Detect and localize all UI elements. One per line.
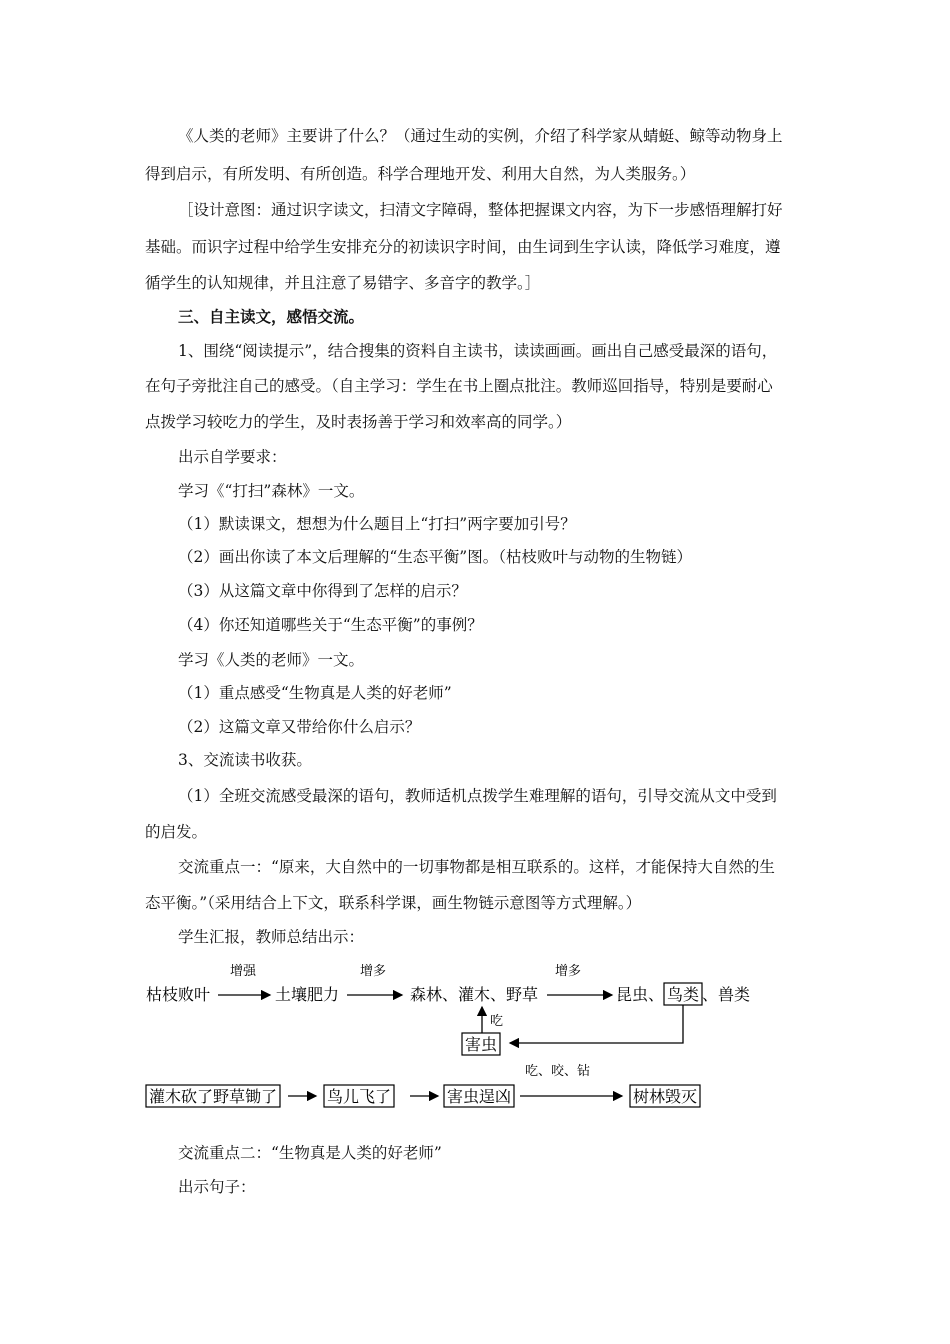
- node-birds: 鸟类: [667, 985, 700, 1004]
- question-item: （1）默读课文，想想为什么题目上“打扫”两字要加引号？: [178, 515, 576, 533]
- paragraph-line: 学生汇报，教师总结出示：: [178, 928, 365, 946]
- label-eat-bite-drill: 吃、咬、钻: [525, 1064, 591, 1079]
- instruction-line: 学习《“打扫”森林》一文。: [178, 482, 365, 500]
- node-cut: 灌木砍了野草锄了: [149, 1087, 278, 1106]
- instruction-line: 出示自学要求：: [178, 448, 287, 466]
- paragraph-line: 1、围绕“阅读提示”，结合搜集的资料自主读书，读读画画。画出自己感受最深的语句，: [178, 342, 778, 360]
- question-item: （1）重点感受“生物真是人类的好老师”: [178, 684, 452, 702]
- node-soil: 土壤肥力: [275, 985, 340, 1004]
- question-item: （3）从这篇文章中你得到了怎样的启示？: [178, 582, 467, 600]
- node-beasts: 、兽类: [702, 985, 751, 1004]
- node-leaves: 枯枝败叶: [146, 985, 211, 1004]
- node-pests-rampant: 害虫逞凶: [447, 1087, 512, 1106]
- question-item: （2）这篇文章又带给你什么启示？: [178, 718, 421, 736]
- design-intent-line: 基础。而识字过程中给学生安排充分的初读识字时间，由生词到生字认读，降低学习难度，遵: [145, 238, 781, 256]
- paragraph-line: 《人类的老师》主要讲了什么？（通过生动的实例，介绍了科学家从蜻蜓、鲸等动物身上: [178, 127, 783, 145]
- paragraph-line: 点拨学习较吃力的学生，及时表扬善于学习和效率高的同学。）: [145, 413, 572, 431]
- label-more: 增多: [360, 964, 387, 979]
- question-item: （4）你还知道哪些关于“生态平衡”的事例？: [178, 616, 483, 634]
- paragraph-line: 的启发。: [145, 823, 208, 841]
- paragraph-line: 得到启示，有所发明、有所创造。科学合理地开发、利用大自然，为人类服务。）: [145, 165, 696, 183]
- node-birds-gone: 鸟儿飞了: [327, 1087, 392, 1106]
- node-forest-destroyed: 树林毁灭: [633, 1087, 698, 1106]
- paragraph-line: 态平衡。”（采用结合上下文，联系科学课，画生物链示意图等方式理解。）: [145, 894, 642, 912]
- paragraph-line: （1）全班交流感受最深的语句，教师适机点拨学生难理解的语句，引导交流从文中受到: [178, 787, 777, 805]
- section-heading: 三、自主读文，感悟交流。: [178, 307, 365, 326]
- instruction-line: 3、交流读书收获。: [178, 751, 312, 769]
- label-eat: 吃: [490, 1014, 504, 1029]
- design-intent-line: 循学生的认知规律，并且注意了易错字、多音字的教学。］: [145, 274, 541, 292]
- node-insects: 昆虫、: [616, 985, 665, 1004]
- arrow: [510, 1005, 683, 1043]
- node-pests: 害虫: [465, 1035, 498, 1054]
- paragraph-line: 交流重点二：“生物真是人类的好老师”: [178, 1144, 442, 1162]
- label-strengthen: 增强: [230, 964, 257, 979]
- paragraph-line: 交流重点一：“原来，大自然中的一切事物都是相互联系的。这样，才能保持大自然的生: [178, 858, 775, 876]
- question-item: （2）画出你读了本文后理解的“生态平衡”图。（枯枝败叶与动物的生物链）: [178, 548, 692, 566]
- paragraph-line: 出示句子：: [178, 1178, 256, 1196]
- design-intent-line: ［设计意图：通过识字读文，扫清文字障碍，整体把握课文内容，为下一步感悟理解打好: [178, 201, 783, 219]
- node-forest: 森林、灌木、野草: [410, 985, 539, 1004]
- paragraph-line: 在句子旁批注自己的感受。（自主学习：学生在书上圈点批注。教师巡回指导，特别是要耐心: [145, 377, 773, 395]
- label-more: 增多: [555, 964, 582, 979]
- food-chain-diagram: [140, 955, 780, 1115]
- instruction-line: 学习《人类的老师》一文。: [178, 651, 365, 669]
